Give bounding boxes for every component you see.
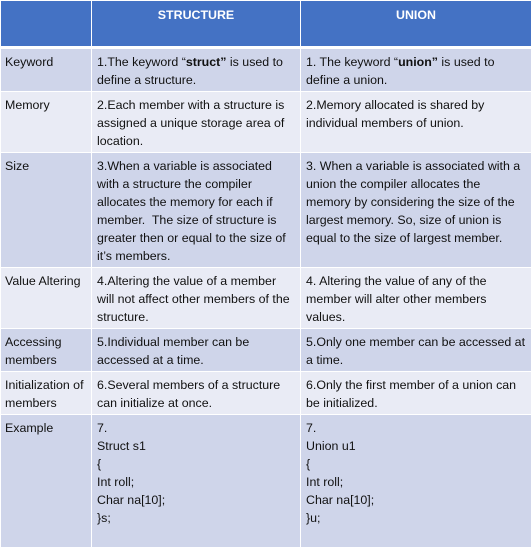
table-header bbox=[1, 1, 531, 48]
row-label-example: Example bbox=[1, 415, 92, 548]
table-row-memory bbox=[1, 92, 531, 153]
structure-cell-initialization: 6.Several members of a structure can initialize at once. bbox=[92, 372, 301, 415]
union-cell-value-altering: 4. Altering the value of any of the member will alter other members values. bbox=[301, 268, 531, 329]
table-row-example bbox=[1, 415, 531, 548]
union-cell-memory: 2.Memory allocated is shared by individual members of union. bbox=[301, 92, 531, 153]
table-row-accessing-members bbox=[1, 329, 531, 372]
row-label-value-altering: Value Altering bbox=[1, 268, 92, 329]
union-cell-accessing-members: 5.Only one member can be accessed at a time. bbox=[301, 329, 531, 372]
text-fragment: is used to define a structure. bbox=[97, 55, 286, 87]
keyword-union: union” bbox=[398, 55, 438, 69]
structure-cell-value-altering: 4.Altering the value of a member will not affect other members of the structure. bbox=[92, 268, 301, 329]
union-cell-example: 7. Union u1 { Int roll; Char na[10]; }u; bbox=[301, 415, 531, 548]
structure-cell-memory: 2.Each member with a structure is assigned a unique storage area of location. bbox=[92, 92, 301, 153]
text-fragment: 1.The keyword “ bbox=[97, 55, 186, 69]
row-label-initialization: Initialization of members bbox=[1, 372, 92, 415]
table-row-size bbox=[1, 153, 531, 268]
header-cell-structure: STRUCTURE bbox=[92, 1, 301, 48]
row-label-keyword: Keyword bbox=[1, 48, 92, 92]
keyword-struct: struct” bbox=[186, 55, 227, 69]
structure-cell-keyword bbox=[92, 48, 301, 92]
structure-cell-example: 7. Struct s1 { Int roll; Char na[10]; }s; bbox=[92, 415, 301, 548]
table-row-value-altering bbox=[1, 268, 531, 329]
structure-cell-size: 3.When a variable is associated with a structure the compiler allocates the memory for each if member. The size of structure is greater then or equal to the size of it’s members. bbox=[92, 153, 301, 268]
text-fragment: 1. The keyword “ bbox=[306, 55, 398, 69]
text-fragment: is used to define a union. bbox=[306, 55, 498, 87]
table-body bbox=[1, 48, 531, 548]
union-cell-initialization: 6.Only the first member of a union can be initialized. bbox=[301, 372, 531, 415]
structure-cell-accessing-members: 5.Individual member can be accessed at a time. bbox=[92, 329, 301, 372]
row-label-size: Size bbox=[1, 153, 92, 268]
row-label-memory: Memory bbox=[1, 92, 92, 153]
header-row bbox=[1, 1, 531, 48]
header-cell-union: UNION bbox=[301, 1, 531, 48]
header-cell-blank bbox=[1, 1, 92, 48]
union-cell-keyword bbox=[301, 48, 531, 92]
table-row-keyword bbox=[1, 48, 531, 92]
table-row-initialization bbox=[1, 372, 531, 415]
union-cell-size: 3. When a variable is associated with a union the compiler allocates the memory by considering the size of the largest memory. So, size of union is equal to the size of largest member. bbox=[301, 153, 531, 268]
row-label-accessing-members: Accessing members bbox=[1, 329, 92, 372]
